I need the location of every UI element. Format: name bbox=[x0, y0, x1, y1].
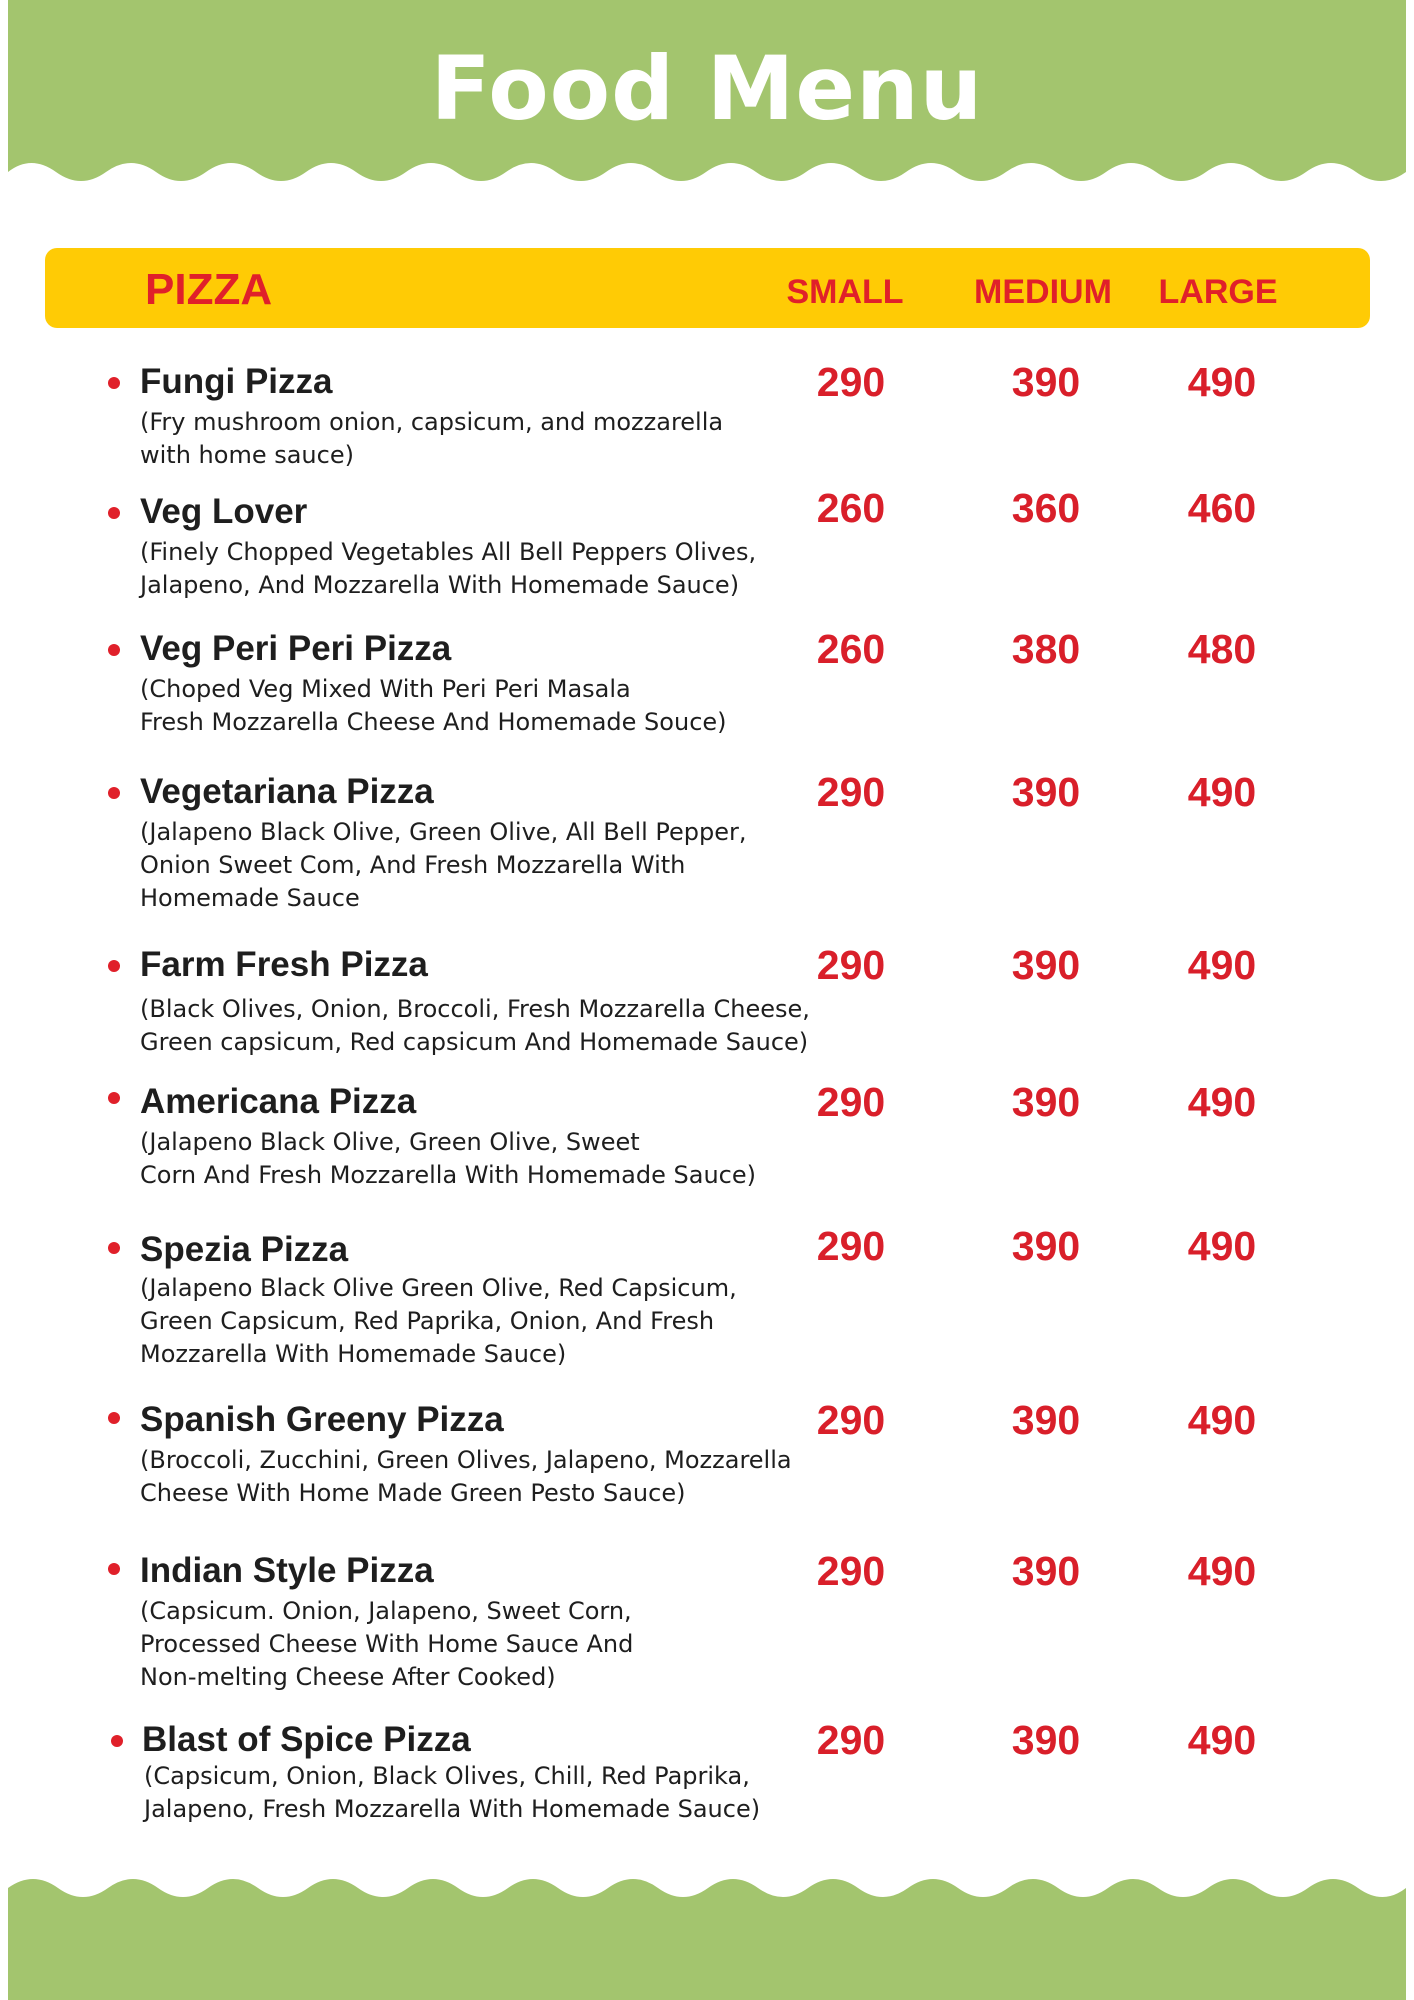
item-description-line: Fresh Mozzarella Cheese And Homemade Souce) bbox=[140, 708, 727, 736]
item-description-line: Jalapeno, And Mozzarella With Homemade Sauce) bbox=[140, 571, 740, 599]
item-description-line: (Jalapeno Black Olive, Green Olive, Sweet bbox=[140, 1128, 640, 1156]
price-large: 490 bbox=[1187, 1397, 1257, 1443]
price-large: 490 bbox=[1187, 359, 1257, 405]
price-large: 460 bbox=[1187, 485, 1257, 531]
item-description-line: (Broccoli, Zucchini, Green Olives, Jalapeno, Mozzarella bbox=[140, 1446, 792, 1474]
price-large: 480 bbox=[1187, 626, 1257, 672]
price-small: 260 bbox=[816, 485, 886, 531]
item-description bbox=[140, 536, 840, 602]
item-description-line: Jalapeno, Fresh Mozzarella With Homemade Sauce) bbox=[144, 1795, 761, 1823]
price-small: 290 bbox=[816, 1223, 886, 1269]
item-name: Indian Style Pizza bbox=[140, 1551, 434, 1590]
price-large: 490 bbox=[1187, 1717, 1257, 1763]
price-small: 290 bbox=[816, 1397, 886, 1443]
price-small: 290 bbox=[816, 1079, 886, 1125]
price-medium: 380 bbox=[1011, 626, 1081, 672]
bullet-icon bbox=[108, 1242, 120, 1254]
bullet-icon bbox=[108, 1412, 120, 1424]
item-description-line: (Capsicum. Onion, Jalapeno, Sweet Corn, bbox=[140, 1597, 632, 1625]
item-description-line: (Fry mushroom onion, capsicum, and mozzarella bbox=[140, 408, 724, 436]
price-medium: 390 bbox=[1011, 1223, 1081, 1269]
bullet-icon bbox=[108, 377, 120, 389]
item-name: Spanish Greeny Pizza bbox=[140, 1400, 504, 1439]
bullet-icon bbox=[108, 1563, 120, 1575]
item-description bbox=[140, 1444, 840, 1510]
price-medium: 390 bbox=[1011, 1397, 1081, 1443]
item-description bbox=[140, 1595, 840, 1694]
price-medium: 390 bbox=[1011, 1079, 1081, 1125]
price-medium: 390 bbox=[1011, 769, 1081, 815]
price-large: 490 bbox=[1187, 769, 1257, 815]
item-description bbox=[140, 406, 840, 472]
price-medium: 390 bbox=[1011, 942, 1081, 988]
item-description-line: Cheese With Home Made Green Pesto Sauce) bbox=[140, 1479, 686, 1507]
size-header-large: LARGE bbox=[1158, 273, 1278, 311]
section-header-bar bbox=[45, 248, 1370, 328]
price-large: 490 bbox=[1187, 1079, 1257, 1125]
item-description-line: (Choped Veg Mixed With Peri Peri Masala bbox=[140, 675, 631, 703]
item-description-line: (Black Olives, Onion, Broccoli, Fresh Mozzarella Cheese, bbox=[140, 995, 810, 1023]
item-description-line: Corn And Fresh Mozzarella With Homemade Sauce) bbox=[140, 1161, 756, 1189]
item-name: Spezia Pizza bbox=[140, 1230, 349, 1269]
price-small: 290 bbox=[816, 359, 886, 405]
item-description-line: (Finely Chopped Vegetables All Bell Peppers Olives, bbox=[140, 538, 757, 566]
price-small: 290 bbox=[816, 1717, 886, 1763]
price-small: 290 bbox=[816, 942, 886, 988]
footer-band bbox=[8, 1868, 1406, 2000]
price-large: 490 bbox=[1187, 1548, 1257, 1594]
price-small: 290 bbox=[816, 1548, 886, 1594]
item-name: Fungi Pizza bbox=[140, 362, 333, 401]
item-description-line: Green capsicum, Red capsicum And Homemade Sauce) bbox=[140, 1028, 809, 1056]
size-header-small: SMALL bbox=[786, 273, 904, 311]
item-description-line: Mozzarella With Homemade Sauce) bbox=[140, 1340, 567, 1368]
bullet-icon bbox=[108, 507, 120, 519]
footer-wave-shape bbox=[8, 1868, 1406, 2000]
item-description-line: (Jalapeno Black Olive, Green Olive, All Bell Pepper, bbox=[140, 818, 747, 846]
size-header-medium: MEDIUM bbox=[974, 273, 1112, 311]
price-large: 490 bbox=[1187, 1223, 1257, 1269]
price-medium: 360 bbox=[1011, 485, 1081, 531]
item-description-line: Processed Cheese With Home Sauce And bbox=[140, 1630, 634, 1658]
item-description bbox=[140, 993, 840, 1059]
item-description-line: Onion Sweet Com, And Fresh Mozzarella With bbox=[140, 851, 686, 879]
bullet-icon bbox=[111, 1735, 123, 1747]
item-description bbox=[144, 1760, 844, 1826]
item-description bbox=[140, 816, 840, 915]
section-title: PIZZA bbox=[145, 265, 273, 314]
item-description-line: with home sauce) bbox=[140, 441, 354, 469]
price-small: 260 bbox=[816, 626, 886, 672]
bullet-icon bbox=[108, 787, 120, 799]
price-medium: 390 bbox=[1011, 1717, 1081, 1763]
item-name: Veg Peri Peri Pizza bbox=[140, 629, 452, 668]
price-small: 290 bbox=[816, 769, 886, 815]
page-title: Food Menu bbox=[430, 37, 984, 140]
price-medium: 390 bbox=[1011, 1548, 1081, 1594]
item-name: Veg Lover bbox=[140, 492, 308, 531]
item-description bbox=[140, 1126, 840, 1192]
bullet-icon bbox=[108, 644, 120, 656]
item-description-line: (Capsicum, Onion, Black Olives, Chill, Red Paprika, bbox=[144, 1762, 750, 1790]
item-name: Vegetariana Pizza bbox=[140, 772, 434, 811]
item-description-line: (Jalapeno Black Olive Green Olive, Red Capsicum, bbox=[140, 1274, 737, 1302]
item-description bbox=[140, 673, 840, 739]
item-description-line: Non-melting Cheese After Cooked) bbox=[140, 1663, 556, 1691]
item-description bbox=[140, 1272, 840, 1371]
price-large: 490 bbox=[1187, 942, 1257, 988]
item-name: Farm Fresh Pizza bbox=[140, 945, 428, 984]
item-name: Americana Pizza bbox=[140, 1082, 417, 1121]
bullet-icon bbox=[108, 1092, 120, 1104]
item-name: Blast of Spice Pizza bbox=[142, 1720, 471, 1759]
item-description-line: Homemade Sauce bbox=[140, 884, 360, 912]
bullet-icon bbox=[108, 960, 120, 972]
price-medium: 390 bbox=[1011, 359, 1081, 405]
item-description-line: Green Capsicum, Red Paprika, Onion, And Fresh bbox=[140, 1307, 715, 1335]
